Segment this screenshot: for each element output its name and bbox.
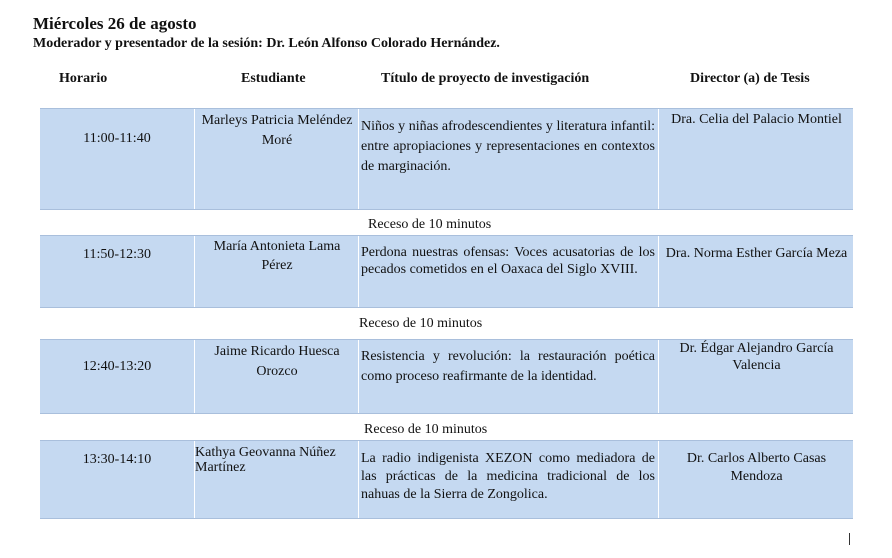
header-director: Director (a) de Tesis <box>690 71 810 86</box>
session-student: María Antonieta Lama Pérez <box>213 239 341 273</box>
table-row <box>40 440 853 519</box>
session-project: Niños y niñas afrodescendientes y literatura infantil: entre apropiaciones y representaciones en contextos de marginación. <box>361 119 655 174</box>
table-row <box>40 235 853 308</box>
session-time: 13:30-14:10 <box>82 452 152 467</box>
table-row <box>40 339 853 414</box>
session-project: Resistencia y revolución: la restauración poética como proceso reafirmante de la identidad. <box>361 349 655 384</box>
session-project: La radio indigenista XEZON como mediadora de las prácticas de la medicina tradicional de los nahuas de la Sierra de Zongolica. <box>361 451 655 502</box>
session-director: Dra. Celia del Palacio Montiel <box>671 112 842 127</box>
header-student: Estudiante <box>241 71 306 86</box>
break-note: Receso de 10 minutos <box>364 422 488 437</box>
break-note: Receso de 10 minutos <box>359 316 483 331</box>
session-director: Dr. Carlos Alberto Casas Mendoza <box>686 451 827 484</box>
text-cursor-mark <box>849 533 850 545</box>
session-student: Marleys Patricia Meléndez Moré <box>201 113 353 148</box>
session-student: Jaime Ricardo Huesca Orozco <box>214 344 340 379</box>
session-time: 12:40-13:20 <box>82 359 152 374</box>
page-title: Miércoles 26 de agosto <box>33 14 197 33</box>
header-schedule: Horario <box>59 71 108 86</box>
session-time: 11:50-12:30 <box>83 247 151 262</box>
session-project: Perdona nuestras ofensas: Voces acusatorias de los pecados cometidos en el Oaxaca del Siglo XVIII. <box>361 245 655 277</box>
table-row <box>40 108 853 210</box>
header-project: Título de proyecto de investigación <box>381 71 590 86</box>
session-director: Dra. Norma Esther García Meza <box>665 246 848 261</box>
moderator-line: Moderador y presentador de la sesión: Dr. León Alfonso Colorado Hernández. <box>33 36 500 51</box>
session-student: Kathya Geovanna Núñez Martínez <box>195 445 336 475</box>
session-director: Dr. Édgar Alejandro García Valencia <box>679 341 834 373</box>
break-note: Receso de 10 minutos <box>368 217 492 232</box>
session-time: 11:00-11:40 <box>83 131 151 146</box>
